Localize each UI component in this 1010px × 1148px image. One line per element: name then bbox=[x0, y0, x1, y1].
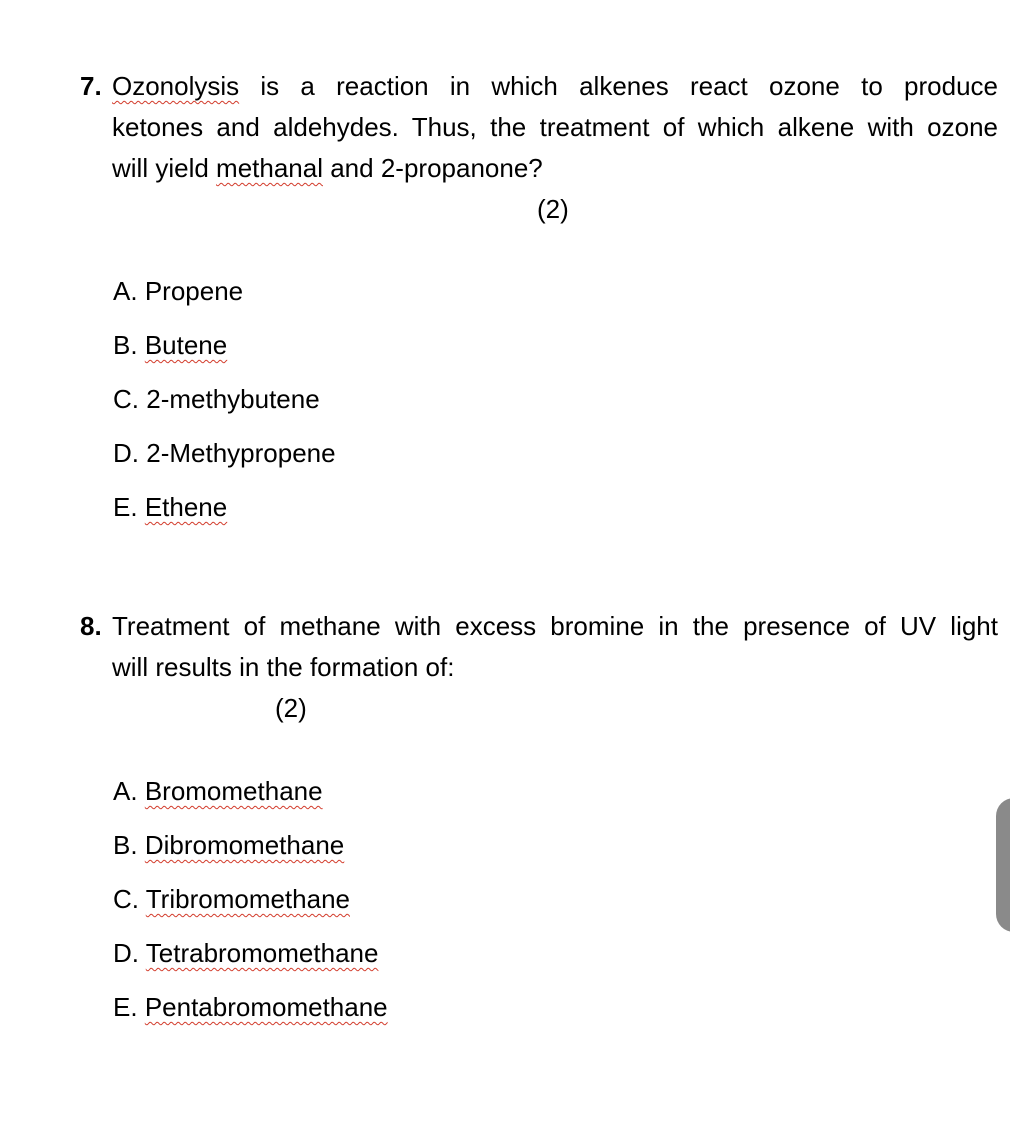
side-panel-tab[interactable] bbox=[996, 798, 1010, 932]
option-d bbox=[113, 940, 378, 966]
option-e bbox=[113, 494, 227, 520]
question-text-line-1 bbox=[112, 73, 998, 99]
option-text: Dibromomethane bbox=[144, 830, 345, 860]
spellcheck-word: methanal bbox=[216, 153, 323, 183]
question-text-fragment: is a reaction in which alkenes react ozone to produce bbox=[239, 71, 998, 101]
question-text-line-3 bbox=[112, 155, 543, 181]
option-text: 2-Methypropene bbox=[146, 438, 336, 468]
option-letter: C. bbox=[113, 884, 139, 914]
option-letter: E. bbox=[113, 492, 138, 522]
spellcheck-word: Ozonolysis bbox=[112, 71, 240, 101]
marks-label: (2) bbox=[537, 194, 569, 224]
option-letter: B. bbox=[113, 330, 138, 360]
option-letter: E. bbox=[113, 992, 138, 1022]
option-c bbox=[113, 886, 350, 912]
question-text-line-2: ketones and aldehydes. Thus, the treatment of which alkene with ozone bbox=[112, 112, 998, 142]
option-e bbox=[113, 994, 388, 1020]
option-letter: A. bbox=[113, 276, 138, 306]
question-number: 8. bbox=[80, 611, 102, 641]
option-letter: B. bbox=[113, 830, 138, 860]
question-text-fragment: and 2-propanone? bbox=[323, 153, 543, 183]
option-text: Propene bbox=[144, 276, 244, 306]
option-letter: D. bbox=[113, 938, 139, 968]
question-text-line-2: will results in the formation of: bbox=[112, 652, 455, 682]
question-text-fragment: will yield bbox=[112, 153, 217, 183]
option-text: Bromomethane bbox=[144, 776, 323, 806]
option-text: 2-methybutene bbox=[146, 384, 320, 414]
option-a bbox=[113, 778, 323, 804]
option-text: Ethene bbox=[144, 492, 228, 522]
option-d bbox=[113, 440, 336, 466]
option-letter: D. bbox=[113, 438, 139, 468]
question-text-line-1: Treatment of methane with excess bromine in the presence of UV light bbox=[112, 611, 998, 641]
option-text: Tribromomethane bbox=[145, 884, 350, 914]
question-number: 7. bbox=[80, 71, 102, 101]
option-b bbox=[113, 832, 344, 858]
option-text: Pentabromomethane bbox=[144, 992, 388, 1022]
option-text: Butene bbox=[144, 330, 228, 360]
marks-label: (2) bbox=[275, 693, 307, 723]
option-letter: A. bbox=[113, 776, 138, 806]
option-a bbox=[113, 278, 243, 304]
option-letter: C. bbox=[113, 384, 139, 414]
option-b bbox=[113, 332, 227, 358]
option-text: Tetrabromomethane bbox=[145, 938, 379, 968]
option-c bbox=[113, 386, 320, 412]
